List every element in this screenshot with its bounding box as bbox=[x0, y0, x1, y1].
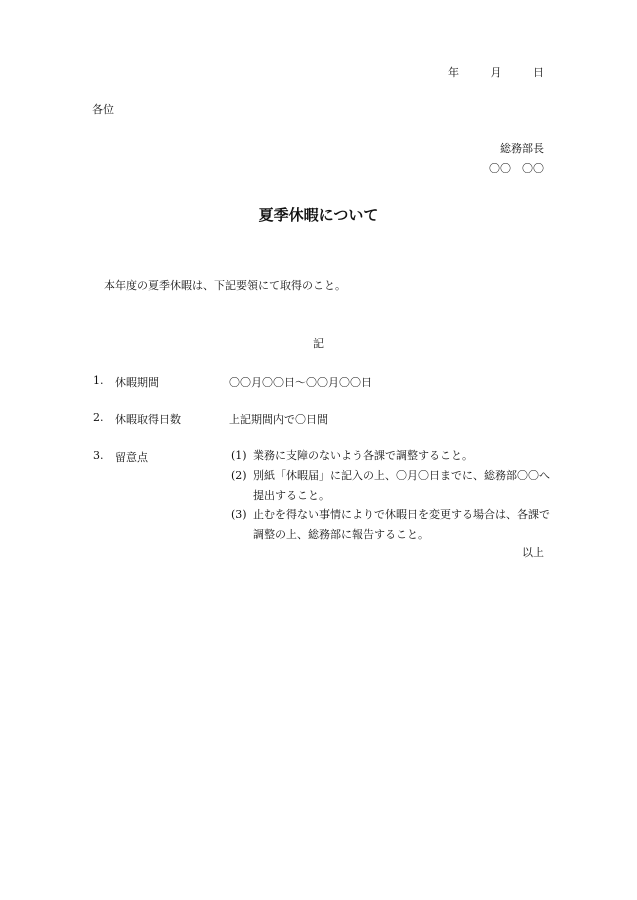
document-title: 夏季休暇について bbox=[258, 206, 379, 224]
ki-heading: 記 bbox=[313, 337, 324, 350]
item-number: 2. bbox=[93, 411, 104, 424]
note-item bbox=[231, 446, 551, 466]
sender-department: 総務部長 bbox=[500, 142, 544, 155]
closing-text: 以上 bbox=[522, 546, 544, 559]
date-year: 年 bbox=[448, 66, 459, 79]
note-number: (1) bbox=[231, 449, 247, 462]
document-date bbox=[430, 64, 544, 80]
item-number: 1. bbox=[93, 374, 104, 387]
addressee: 各位 bbox=[92, 103, 114, 116]
note-text: 別紙「休暇届」に記入の上、〇月〇日までに、総務部〇〇へ提出すること。 bbox=[253, 469, 550, 502]
intro-text: 本年度の夏季休暇は、下記要領にて取得のこと。 bbox=[104, 279, 346, 292]
item-number: 3. bbox=[93, 449, 104, 462]
item-label-period: 休暇期間 bbox=[115, 376, 159, 389]
item-label-notes: 留意点 bbox=[115, 451, 148, 464]
note-number: (2) bbox=[231, 469, 247, 482]
note-number: (3) bbox=[231, 508, 247, 521]
note-item bbox=[231, 466, 551, 506]
date-day: 日 bbox=[533, 66, 544, 79]
note-text: 止むを得ない事情によりで休暇日を変更する場合は、各課で調整の上、総務部に報告すること。 bbox=[253, 508, 550, 541]
note-text: 業務に支障のないよう各課で調整すること。 bbox=[253, 449, 473, 462]
date-month: 月 bbox=[490, 66, 502, 79]
sender-name: 〇〇 〇〇 bbox=[489, 162, 544, 175]
item-value-days: 上記期間内で〇日間 bbox=[229, 413, 328, 426]
item-label-days: 休暇取得日数 bbox=[115, 413, 181, 426]
item-value-period: 〇〇月〇〇日～〇〇月〇〇日 bbox=[229, 376, 372, 389]
note-item bbox=[231, 505, 551, 545]
